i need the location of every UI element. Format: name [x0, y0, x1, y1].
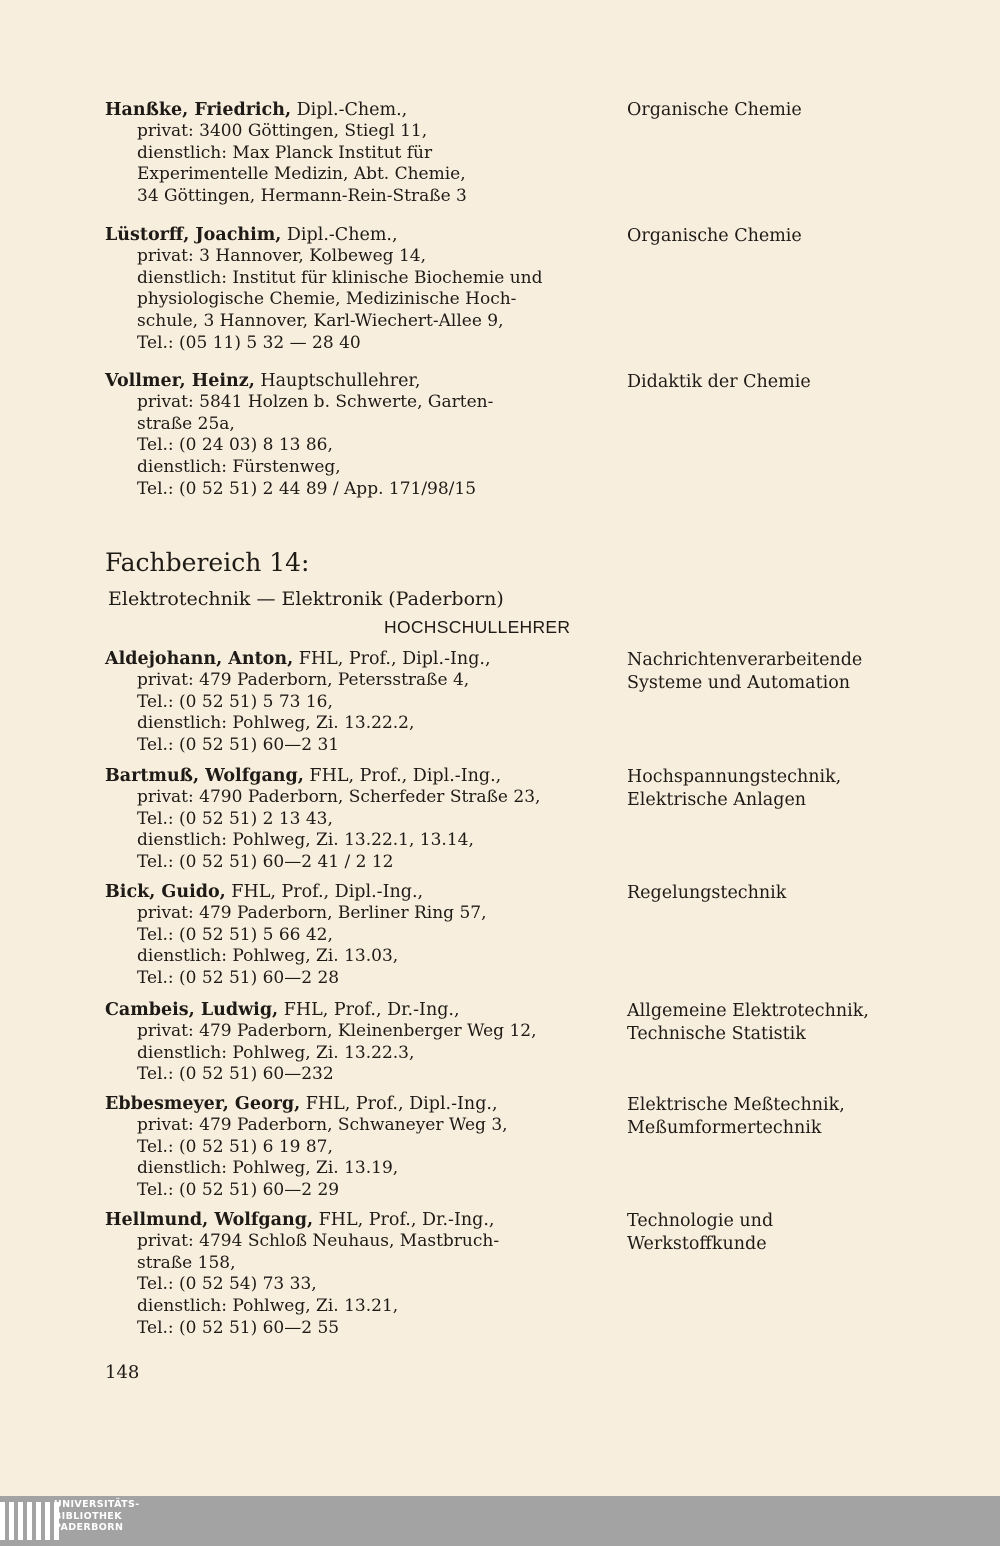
directory-entry [105, 1093, 605, 1202]
subject-line: Werkstoffkunde [627, 1234, 767, 1254]
entry-name-line [105, 370, 605, 392]
entry-detail: physiologische Chemie, Medizinische Hoch- [137, 289, 517, 310]
directory-entry [105, 999, 605, 1086]
person-title: FHL, Prof., Dipl.-Ing., [225, 882, 424, 902]
person-name: Aldejohann, Anton, [105, 649, 294, 669]
entry-detail: dienstlich: Fürstenweg, [137, 457, 341, 478]
person-name: Bick, Guido, [105, 882, 226, 902]
subject-line: Organische Chemie [627, 100, 802, 120]
directory-entry [105, 224, 605, 355]
person-name: Lüstorff, Joachim, [105, 225, 282, 245]
directory-entry [105, 881, 605, 990]
entry-detail: privat: 5841 Holzen b. Schwerte, Garten- [137, 392, 494, 412]
subject-line: Elektrische Meßtechnik, [627, 1095, 845, 1115]
entry-detail: schule, 3 Hannover, Karl-Wiechert-Allee 9, [137, 311, 504, 332]
person-name: Cambeis, Ludwig, [105, 1000, 279, 1020]
entry-detail: Tel.: (0 52 51) 60—2 31 [137, 735, 340, 756]
person-name: Vollmer, Heinz, [105, 371, 255, 391]
person-name: Ebbesmeyer, Georg, [105, 1094, 301, 1114]
entry-name-line [105, 99, 605, 121]
subject-line: Hochspannungstechnik, [627, 767, 842, 787]
library-logo-icon [0, 1502, 59, 1540]
person-title: Dipl.-Chem., [281, 225, 398, 245]
entry-detail: privat: 4794 Schloß Neuhaus, Mastbruch- [137, 1231, 500, 1251]
subject-line: Systeme und Automation [627, 673, 851, 693]
entry-subject [627, 649, 927, 695]
subject-line: Technologie und [627, 1211, 774, 1231]
entry-subject [627, 1000, 927, 1046]
entry-detail: dienstlich: Institut für klinische Biochemie und [137, 267, 543, 288]
page-number: 148 [105, 1362, 140, 1383]
entry-name-line [105, 1209, 605, 1231]
person-name: Bartmuß, Wolfgang, [105, 766, 304, 786]
entry-detail: straße 158, [137, 1252, 236, 1273]
entry-subject [627, 766, 927, 812]
entry-detail: dienstlich: Pohlweg, Zi. 13.22.1, 13.14, [137, 830, 474, 851]
entry-detail: privat: 479 Paderborn, Berliner Ring 57, [137, 903, 487, 923]
entry-detail: dienstlich: Pohlweg, Zi. 13.21, [137, 1296, 399, 1317]
subject-line: Elektrische Anlagen [627, 790, 807, 810]
subject-line: Technische Statistik [627, 1024, 806, 1044]
entry-detail: Tel.: (0 52 51) 2 13 43, [137, 808, 333, 829]
entry-detail: Tel.: (0 52 51) 60—2 29 [137, 1180, 340, 1201]
subject-line: Regelungstechnik [627, 883, 787, 903]
subject-line: Didaktik der Chemie [627, 372, 811, 392]
section-subheading: Elektrotechnik — Elektronik (Paderborn) [108, 588, 504, 610]
entry-detail: dienstlich: Pohlweg, Zi. 13.19, [137, 1158, 399, 1179]
entry-detail: Tel.: (0 52 51) 60—232 [137, 1064, 334, 1085]
entry-detail: Tel.: (05 11) 5 32 — 28 40 [137, 332, 361, 353]
logo-line: PADERBORN [54, 1522, 124, 1533]
entry-detail: privat: 4790 Paderborn, Scherfeder Straße 23, [137, 787, 541, 807]
entry-detail: privat: 479 Paderborn, Schwaneyer Weg 3, [137, 1115, 508, 1135]
entry-detail: 34 Göttingen, Hermann-Rein-Straße 3 [137, 186, 467, 207]
entry-detail: dienstlich: Pohlweg, Zi. 13.03, [137, 946, 399, 967]
entry-subject [627, 225, 927, 248]
entry-name-line [105, 999, 605, 1021]
entry-detail: Tel.: (0 24 03) 8 13 86, [137, 435, 333, 456]
person-title: Dipl.-Chem., [291, 100, 408, 120]
person-name: Hanßke, Friedrich, [105, 100, 292, 120]
subject-line: Organische Chemie [627, 226, 802, 246]
logo-line: BIBLIOTHEK [54, 1510, 122, 1522]
directory-entry [105, 99, 605, 208]
entry-detail: privat: 479 Paderborn, Kleinenberger Weg 12, [137, 1021, 537, 1041]
logo-line: UNIVERSITÄTS- [54, 1499, 140, 1510]
person-title: FHL, Prof., Dr.-Ing., [278, 1000, 460, 1020]
directory-entry [105, 648, 605, 757]
entry-subject [627, 1210, 927, 1256]
entry-detail: dienstlich: Pohlweg, Zi. 13.22.2, [137, 713, 415, 734]
entry-name-line [105, 224, 605, 246]
entry-subject [627, 882, 927, 905]
entry-subject [627, 371, 927, 394]
directory-entry [105, 765, 605, 874]
entry-detail: Tel.: (0 52 51) 60—2 41 / 2 12 [137, 852, 394, 873]
section-heading: Fachbereich 14: [105, 548, 310, 577]
person-title: FHL, Prof., Dr.-Ing., [313, 1210, 495, 1230]
person-title: Hauptschullehrer, [254, 371, 421, 391]
entry-detail: dienstlich: Pohlweg, Zi. 13.22.3, [137, 1042, 415, 1063]
person-title: FHL, Prof., Dipl.-Ing., [293, 649, 491, 669]
subject-line: Meßumformertechnik [627, 1118, 822, 1138]
entry-subject [627, 1094, 927, 1140]
entry-subject [627, 99, 927, 122]
entry-detail: Tel.: (0 52 51) 2 44 89 / App. 171/98/15 [137, 478, 477, 499]
entry-name-line [105, 765, 605, 787]
entry-detail: Tel.: (0 52 51) 5 66 42, [137, 924, 333, 945]
entry-name-line [105, 881, 605, 903]
entry-detail: straße 25a, [137, 413, 235, 434]
directory-entry [105, 370, 605, 501]
person-name: Hellmund, Wolfgang, [105, 1210, 314, 1230]
entry-detail: dienstlich: Max Planck Institut für [137, 142, 433, 163]
entry-detail: privat: 3 Hannover, Kolbeweg 14, [137, 246, 426, 266]
library-footer-bar [0, 1496, 1000, 1546]
person-title: FHL, Prof., Dipl.-Ing., [300, 1094, 498, 1114]
entry-name-line [105, 648, 605, 670]
entry-detail: Tel.: (0 52 51) 60—2 28 [137, 968, 340, 989]
person-title: FHL, Prof., Dipl.-Ing., [303, 766, 502, 786]
directory-entry [105, 1209, 605, 1340]
entry-detail: Tel.: (0 52 51) 60—2 55 [137, 1317, 340, 1338]
section-label: HOCHSCHULLEHRER [384, 617, 571, 637]
entry-detail: Tel.: (0 52 51) 5 73 16, [137, 691, 333, 712]
subject-line: Nachrichtenverarbeitende [627, 650, 863, 670]
entry-detail: privat: 479 Paderborn, Petersstraße 4, [137, 670, 470, 690]
entry-name-line [105, 1093, 605, 1115]
entry-detail: Tel.: (0 52 51) 6 19 87, [137, 1136, 333, 1157]
entry-detail: Tel.: (0 52 54) 73 33, [137, 1274, 317, 1295]
entry-detail: privat: 3400 Göttingen, Stiegl 11, [137, 121, 428, 141]
entry-detail: Experimentelle Medizin, Abt. Chemie, [137, 164, 466, 185]
library-logo-text [54, 1499, 140, 1534]
subject-line: Allgemeine Elektrotechnik, [627, 1001, 869, 1021]
